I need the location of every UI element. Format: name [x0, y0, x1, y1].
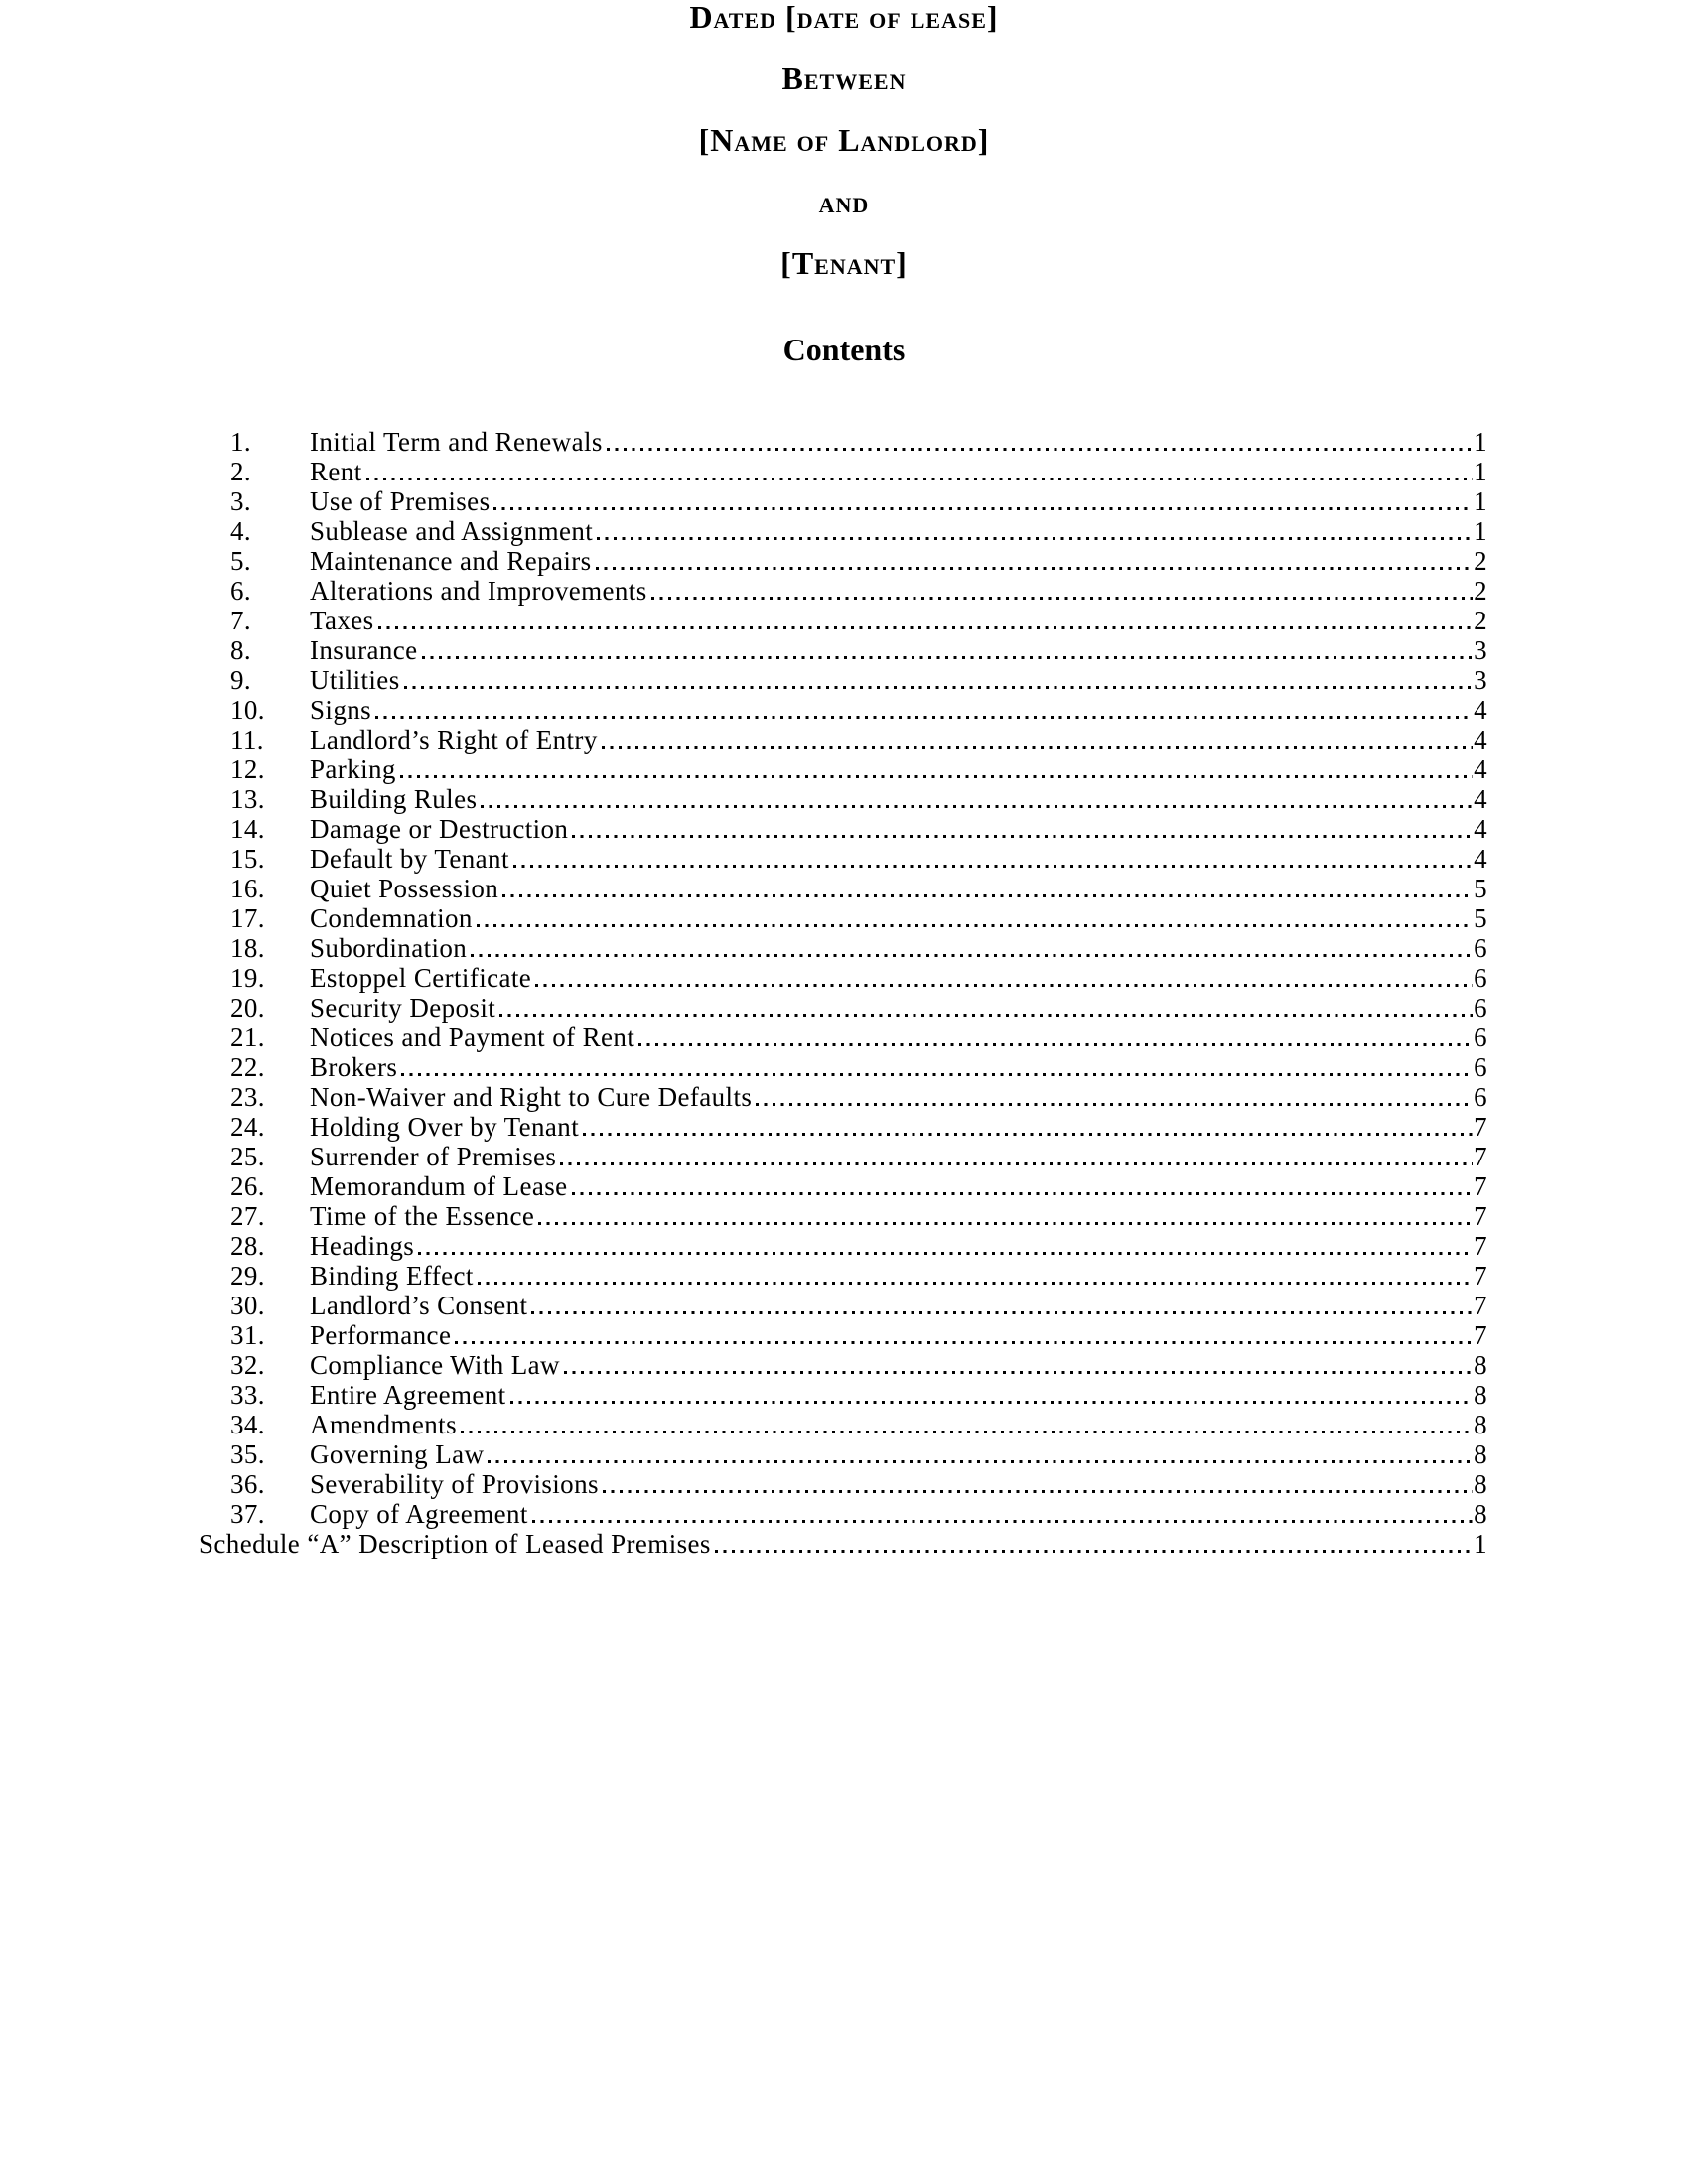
dot-leader — [531, 963, 1474, 993]
dot-leader — [451, 1320, 1474, 1350]
title-line-dated: Dated [date of lease] — [689, 0, 999, 35]
toc-row — [199, 546, 1487, 576]
toc-item-number: 35. — [230, 1439, 265, 1469]
toc-item-number: 14. — [230, 814, 265, 844]
toc-item-title: Brokers — [310, 1052, 398, 1082]
toc-item-number: 4. — [230, 516, 252, 546]
toc-item-title: Amendments — [310, 1410, 457, 1439]
toc-item-number: 2. — [230, 457, 252, 486]
toc-item-page: 2 — [1474, 576, 1487, 606]
toc-item-title: Landlord’s Consent — [310, 1291, 528, 1320]
toc-item-title: Quiet Possession — [310, 874, 499, 903]
dot-leader — [477, 784, 1474, 814]
toc-item-number: 9. — [230, 665, 252, 695]
toc-row — [199, 1052, 1487, 1082]
toc-item-title: Landlord’s Right of Entry — [310, 725, 598, 754]
toc-schedule-row — [199, 1529, 1487, 1559]
dot-leader — [647, 576, 1474, 606]
toc-item-number: 8. — [230, 635, 252, 665]
toc-item-number: 23. — [230, 1082, 265, 1112]
toc-row — [199, 1439, 1487, 1469]
toc-item-page: 1 — [1474, 486, 1487, 516]
toc-row — [199, 457, 1487, 486]
toc-item-page: 8 — [1474, 1350, 1487, 1380]
toc-item-page: 7 — [1474, 1320, 1487, 1350]
toc-row — [199, 606, 1487, 635]
toc-item-title: Holding Over by Tenant — [310, 1112, 580, 1142]
dot-leader — [534, 1201, 1474, 1231]
toc-item-page: 6 — [1474, 993, 1487, 1023]
toc-item-title: Insurance — [310, 635, 418, 665]
toc-item-page: 2 — [1474, 606, 1487, 635]
toc-item-title: Sublease and Assignment — [310, 516, 594, 546]
toc-item-page: 8 — [1474, 1410, 1487, 1439]
toc-item-title: Signs — [310, 695, 372, 725]
title-line-tenant: [Tenant] — [780, 245, 908, 281]
toc-item-page: 3 — [1474, 635, 1487, 665]
toc-item-title: Binding Effect — [310, 1261, 474, 1291]
toc-row — [199, 1320, 1487, 1350]
toc-item-number: 28. — [230, 1231, 265, 1261]
toc-schedule-title: Schedule “A” Description of Leased Premises — [199, 1529, 711, 1559]
toc-item-title: Severability of Provisions — [310, 1469, 599, 1499]
toc-item-number: 17. — [230, 903, 265, 933]
toc-item-page: 4 — [1474, 754, 1487, 784]
dot-leader — [598, 725, 1474, 754]
toc-item-number: 20. — [230, 993, 265, 1023]
toc-item-page: 8 — [1474, 1439, 1487, 1469]
toc-item-title: Initial Term and Renewals — [310, 427, 603, 457]
dot-leader — [414, 1231, 1474, 1261]
dot-leader — [592, 546, 1475, 576]
toc-item-title: Copy of Agreement — [310, 1499, 528, 1529]
toc-item-number: 27. — [230, 1201, 265, 1231]
document-title-block — [0, 0, 1688, 294]
toc-item-number: 30. — [230, 1291, 265, 1320]
toc-item-title: Security Deposit — [310, 993, 496, 1023]
toc-row — [199, 844, 1487, 874]
toc-item-number: 15. — [230, 844, 265, 874]
toc-item-number: 34. — [230, 1410, 265, 1439]
toc-row — [199, 1350, 1487, 1380]
toc-row — [199, 1171, 1487, 1201]
toc-item-title: Governing Law — [310, 1439, 485, 1469]
dot-leader — [509, 844, 1474, 874]
toc-row — [199, 874, 1487, 903]
toc-item-number: 24. — [230, 1112, 265, 1142]
toc-item-page: 5 — [1474, 903, 1487, 933]
toc-row — [199, 486, 1487, 516]
toc-item-number: 22. — [230, 1052, 265, 1082]
dot-leader — [400, 665, 1474, 695]
toc-item-title: Performance — [310, 1320, 452, 1350]
toc-item-number: 12. — [230, 754, 265, 784]
dot-leader — [560, 1350, 1474, 1380]
toc-item-title: Entire Agreement — [310, 1380, 506, 1410]
toc-schedule-page: 1 — [1474, 1529, 1487, 1559]
toc-item-page: 6 — [1474, 963, 1487, 993]
toc-row — [199, 635, 1487, 665]
title-line-landlord: [Name of Landlord] — [698, 122, 990, 158]
dot-leader — [634, 1023, 1474, 1052]
dot-leader — [467, 933, 1474, 963]
dot-leader — [418, 635, 1475, 665]
toc-item-title: Subordination — [310, 933, 468, 963]
toc-item-title: Use of Premises — [310, 486, 491, 516]
toc-item-page: 5 — [1474, 874, 1487, 903]
toc-item-page: 6 — [1474, 1023, 1487, 1052]
dot-leader — [490, 486, 1474, 516]
toc-item-page: 1 — [1474, 516, 1487, 546]
toc-row — [199, 814, 1487, 844]
toc-row — [199, 1410, 1487, 1439]
toc-row — [199, 1112, 1487, 1142]
toc-item-page: 4 — [1474, 844, 1487, 874]
toc-item-title: Memorandum of Lease — [310, 1171, 568, 1201]
toc-row — [199, 993, 1487, 1023]
dot-leader — [599, 1469, 1474, 1499]
toc-row — [199, 903, 1487, 933]
toc-row — [199, 1380, 1487, 1410]
dot-leader — [457, 1410, 1474, 1439]
toc-item-page: 7 — [1474, 1171, 1487, 1201]
toc-item-number: 10. — [230, 695, 265, 725]
toc-item-title: Rent — [310, 457, 362, 486]
toc-item-number: 13. — [230, 784, 265, 814]
title-line-and: and — [818, 184, 870, 219]
toc-item-number: 5. — [230, 546, 252, 576]
toc-item-number: 29. — [230, 1261, 265, 1291]
toc-item-page: 7 — [1474, 1231, 1487, 1261]
toc-item-number: 1. — [230, 427, 252, 457]
dot-leader — [752, 1082, 1474, 1112]
dot-leader — [593, 516, 1474, 546]
dot-leader — [528, 1499, 1474, 1529]
toc-item-page: 7 — [1474, 1201, 1487, 1231]
toc-row — [199, 1291, 1487, 1320]
toc-item-title: Taxes — [310, 606, 374, 635]
toc-item-number: 16. — [230, 874, 265, 903]
toc-row — [199, 725, 1487, 754]
toc-item-title: Surrender of Premises — [310, 1142, 557, 1171]
toc-item-number: 18. — [230, 933, 265, 963]
toc-item-number: 6. — [230, 576, 252, 606]
toc-item-number: 19. — [230, 963, 265, 993]
contents-heading: Contents — [782, 332, 906, 367]
dot-leader — [579, 1112, 1474, 1142]
toc-item-title: Compliance With Law — [310, 1350, 560, 1380]
toc-row — [199, 784, 1487, 814]
toc-item-number: 3. — [230, 486, 252, 516]
toc-item-title: Parking — [310, 754, 396, 784]
toc-item-page: 8 — [1474, 1499, 1487, 1529]
toc-row — [199, 1201, 1487, 1231]
dot-leader — [374, 606, 1475, 635]
toc-item-number: 26. — [230, 1171, 265, 1201]
toc-item-page: 6 — [1474, 1082, 1487, 1112]
dot-leader — [603, 427, 1474, 457]
toc-item-page: 6 — [1474, 933, 1487, 963]
toc-item-title: Headings — [310, 1231, 415, 1261]
toc-item-number: 36. — [230, 1469, 265, 1499]
toc-row — [199, 1469, 1487, 1499]
toc-row — [199, 516, 1487, 546]
toc-row — [199, 1499, 1487, 1529]
dot-leader — [396, 754, 1474, 784]
toc-item-page: 8 — [1474, 1469, 1487, 1499]
toc-item-page: 4 — [1474, 695, 1487, 725]
toc-item-title: Condemnation — [310, 903, 473, 933]
toc-item-number: 31. — [230, 1320, 265, 1350]
toc-list — [199, 427, 1487, 1529]
toc-item-number: 33. — [230, 1380, 265, 1410]
toc-item-page: 4 — [1474, 725, 1487, 754]
title-line-between: Between — [781, 61, 907, 96]
toc-item-page: 4 — [1474, 784, 1487, 814]
toc-row — [199, 1082, 1487, 1112]
dot-leader — [362, 457, 1474, 486]
toc-item-title: Time of the Essence — [310, 1201, 535, 1231]
toc-item-title: Alterations and Improvements — [310, 576, 647, 606]
toc-item-title: Building Rules — [310, 784, 478, 814]
toc-item-page: 2 — [1474, 546, 1487, 576]
table-of-contents — [199, 427, 1487, 1559]
toc-row — [199, 963, 1487, 993]
toc-item-page: 6 — [1474, 1052, 1487, 1082]
toc-item-page: 1 — [1474, 427, 1487, 457]
toc-item-title: Non-Waiver and Right to Cure Defaults — [310, 1082, 753, 1112]
dot-leader — [371, 695, 1474, 725]
dot-leader — [397, 1052, 1474, 1082]
toc-row — [199, 1261, 1487, 1291]
dot-leader — [568, 814, 1474, 844]
toc-item-title: Utilities — [310, 665, 400, 695]
toc-item-number: 32. — [230, 1350, 265, 1380]
dot-leader — [527, 1291, 1474, 1320]
dot-leader — [711, 1529, 1474, 1559]
dot-leader — [568, 1171, 1475, 1201]
toc-item-page: 7 — [1474, 1291, 1487, 1320]
toc-item-number: 21. — [230, 1023, 265, 1052]
toc-row — [199, 695, 1487, 725]
toc-row — [199, 754, 1487, 784]
toc-item-number: 25. — [230, 1142, 265, 1171]
toc-item-page: 7 — [1474, 1142, 1487, 1171]
toc-item-page: 4 — [1474, 814, 1487, 844]
toc-item-title: Notices and Payment of Rent — [310, 1023, 635, 1052]
toc-item-page: 3 — [1474, 665, 1487, 695]
toc-item-title: Estoppel Certificate — [310, 963, 532, 993]
toc-item-page: 8 — [1474, 1380, 1487, 1410]
toc-item-page: 1 — [1474, 457, 1487, 486]
toc-item-title: Damage or Destruction — [310, 814, 569, 844]
toc-item-page: 7 — [1474, 1261, 1487, 1291]
dot-leader — [484, 1439, 1474, 1469]
toc-item-title: Default by Tenant — [310, 844, 509, 874]
toc-item-title: Maintenance and Repairs — [310, 546, 592, 576]
dot-leader — [495, 993, 1474, 1023]
dot-leader — [473, 903, 1474, 933]
dot-leader — [506, 1380, 1475, 1410]
dot-leader — [474, 1261, 1474, 1291]
toc-row — [199, 1231, 1487, 1261]
toc-item-number: 11. — [230, 725, 264, 754]
dot-leader — [498, 874, 1474, 903]
toc-item-number: 7. — [230, 606, 252, 635]
toc-row — [199, 1142, 1487, 1171]
dot-leader — [556, 1142, 1474, 1171]
toc-row — [199, 665, 1487, 695]
toc-row — [199, 427, 1487, 457]
toc-row — [199, 1023, 1487, 1052]
toc-item-page: 7 — [1474, 1112, 1487, 1142]
toc-item-number: 37. — [230, 1499, 265, 1529]
toc-row — [199, 576, 1487, 606]
toc-row — [199, 933, 1487, 963]
